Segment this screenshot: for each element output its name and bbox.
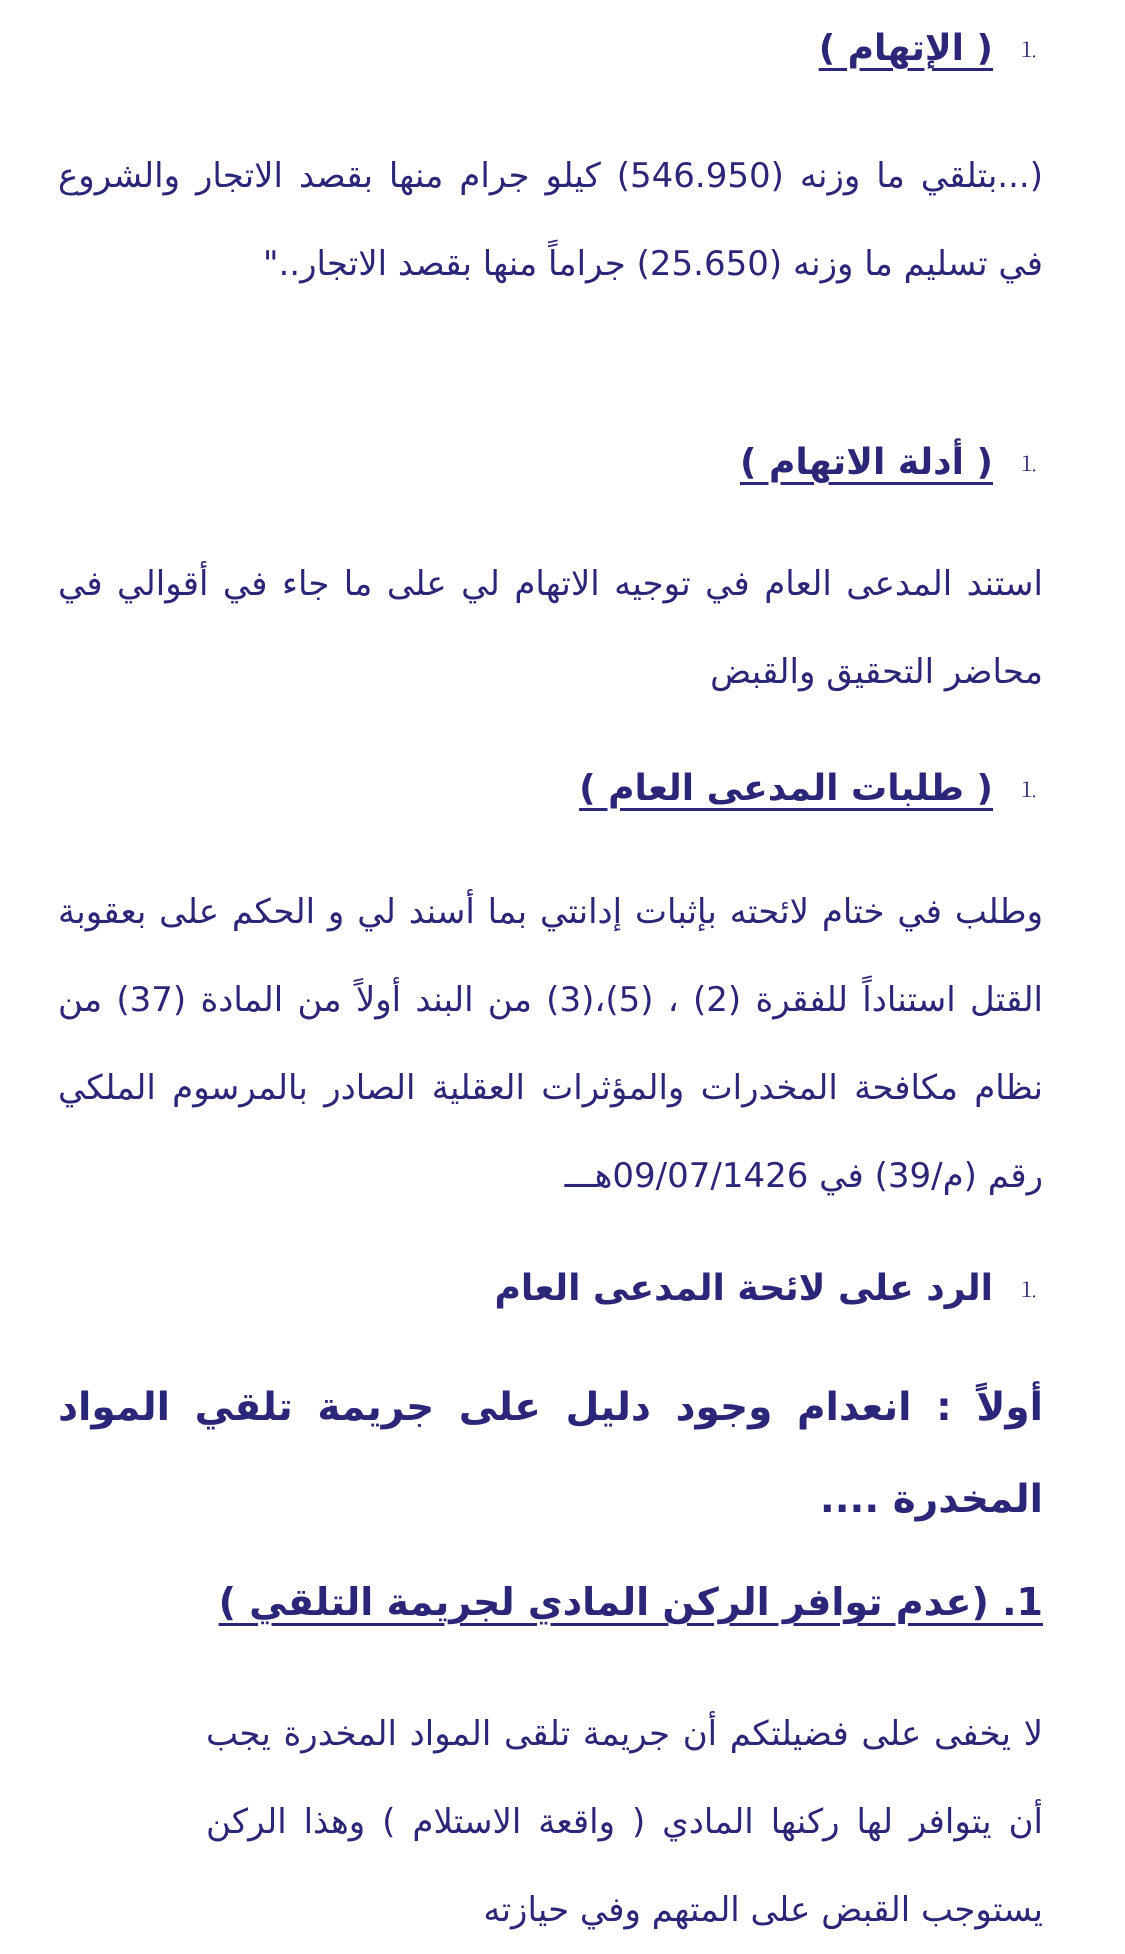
- heading-evidence-text: ( أدلة الاتهام ): [739, 442, 993, 483]
- evidence-paragraph: استند المدعى العام في توجيه الاتهام لي على ما جاء في أقوالي في محاضر التحقيق والقبض: [58, 564, 1043, 692]
- material-element-paragraph: لا يخفى على فضيلتكم أن جريمة تلقى المواد المخدرة يجب أن يتوافر لها ركنها المادي ( واقعة الاستلام ) وهذا الركن يستوجب القبض على المتهم وفي حيازته: [206, 1714, 1043, 1930]
- heading-prosecutor-requests: [579, 768, 1043, 809]
- list-marker: ⒈: [1019, 1278, 1039, 1302]
- heading-accusation-text: ( الإتهام ): [818, 28, 993, 69]
- heading-prosecutor-requests-text: ( طلبات المدعى العام ): [579, 768, 993, 809]
- requests-paragraph: وطلب في ختام لائحته بإثبات إدانتي بما أسند لي و الحكم على بعقوبة القتل استناداً للفقرة (2) ، (5)،(3) من البند أولاً من المادة (37) من نظام مكافحة المخدرات والمؤثرات العقلية الصادر بالمرسوم الملكي رقم (م/39) في 09/07/1426هـــ: [58, 892, 1043, 1196]
- list-marker: ⒈: [1019, 38, 1039, 62]
- heading-evidence: [740, 442, 1043, 483]
- numbered-heading-material-element: 1. (عدم توافر الركن المادي لجريمة التلقي ): [218, 1580, 1043, 1624]
- list-marker: ⒈: [1019, 452, 1039, 476]
- heading-response: [494, 1268, 1043, 1309]
- first-point-paragraph: أولاً : انعدام وجود دليل على جريمة تلقي المواد المخدرة ....: [58, 1385, 1043, 1522]
- list-marker: ⒈: [1019, 778, 1039, 802]
- document-body: [58, 0, 1043, 1944]
- heading-response-text: الرد على لائحة المدعى العام: [494, 1268, 993, 1309]
- heading-accusation: [819, 28, 1043, 69]
- accusation-paragraph: (...بتلقي ما وزنه (546.950) كيلو جرام منها بقصد الاتجار والشروع في تسليم ما وزنه (25.650) جراماً منها بقصد الاتجار..": [58, 156, 1043, 284]
